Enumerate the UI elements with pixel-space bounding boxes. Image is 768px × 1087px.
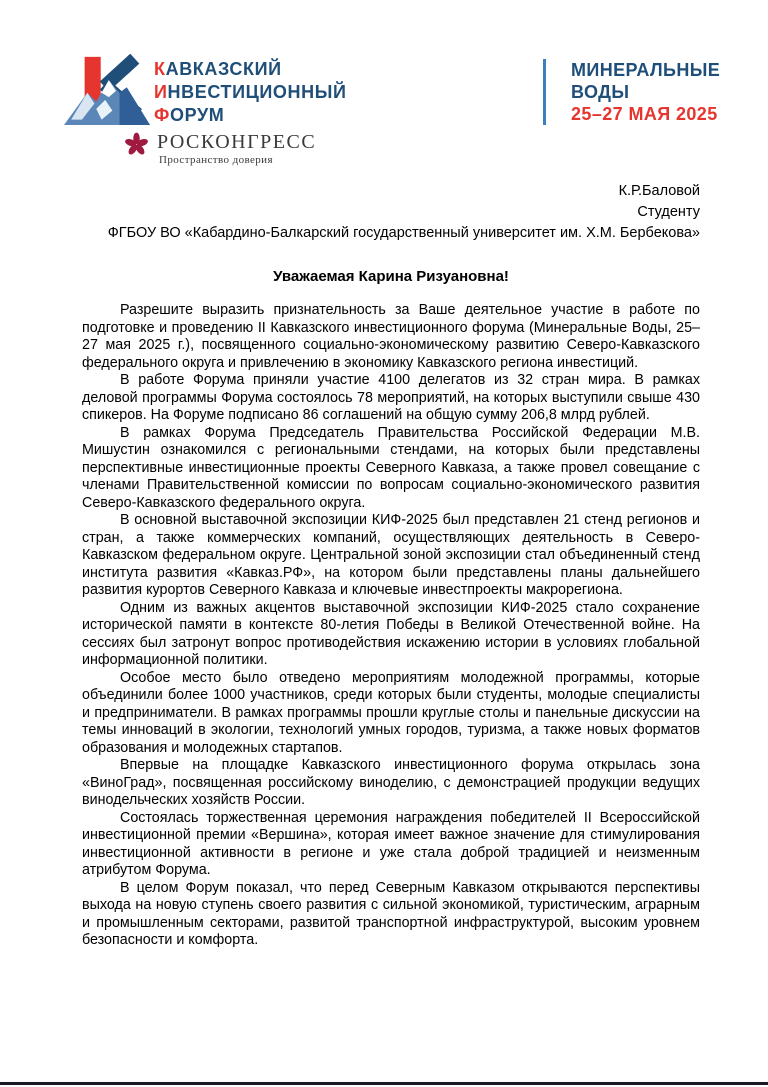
roscongress-pinwheel-icon (124, 132, 149, 157)
paragraph-8: Состоялась торжественная церемония награждения победителей II Всероссийской инвестиционной премии «Вершина», которая имеет важное значение для стимулирования инвестиционной активности в регионе и уже стала доброй традицией и неизменным атрибутом Форума. (82, 809, 700, 878)
kif-initial: И (154, 82, 168, 102)
kif-rest: ОРУМ (169, 105, 225, 125)
footer-rule (0, 1082, 768, 1085)
letter-body (82, 302, 700, 950)
paragraph-4: В основной выставочной экспозиции КИФ-2025 был представлен 21 стенд регионов и стран, а также коммерческих компаний, осуществляющих деятельность в Северо-Кавказском федеральном округе. Центральной зоной экспозиции стал объединенный стенд института развития «Кавказ.РФ», на котором были представлены планы дальнейшего развития курортов Северного Кавказа и ключевые инвестпроекты макрорегиона. (82, 512, 700, 598)
recipient-role: Студенту (637, 204, 700, 220)
paragraph-7: Впервые на площадке Кавказского инвестиционного форума открылась зона «ВиноГрад», посвященная российскому виноделию, с демонстрацией продукции ведущих винодельческих хозяйств России. (82, 757, 700, 808)
paragraph-3: В рамках Форума Председатель Правительства Российской Федерации М.В. Мишустин ознакомился с региональными стендами, на которых были представлены перспективные инвестиционные проекты Северного Кавказа, а также провел совещание с членами Правительственной комиссии по вопросам социально-экономического развития Северо-Кавказского федерального округа. (82, 424, 700, 511)
recipient-block (82, 181, 700, 244)
event-info (543, 59, 720, 125)
paragraph-2: В работе Форума приняли участие 4100 делегатов из 32 стран мира. В рамках деловой программы Форума состоялось 78 мероприятий, на которых выступили свыше 430 спикеров. На Форуме подписано 86 соглашений на общую сумму 206,8 млрд рублей. (82, 372, 700, 423)
kif-title-line-2 (154, 81, 346, 104)
paragraph-6: Особое место было отведено мероприятиям молодежной программы, которые объединили более 1000 участников, среди которых были студенты, молодые специалисты и предприниматели. В рамках программы прошли круглые столы и панельные дискуссии на темы инноваций в экологии, технологий умных городов, туризма, а также новых форматов образования и молодежных стартапов. (82, 669, 700, 756)
paragraph-9: В целом Форум показал, что перед Северным Кавказом открываются перспективы выхода на новую ступень своего развития с сильной экономикой, туристическим, аграрным и промышленным секторами, развитой транспортной инфраструктурой, высоким уровнем безопасности и комфорта. (82, 879, 700, 948)
letterhead (0, 0, 768, 170)
kif-title-line-3 (154, 104, 346, 127)
event-text (546, 59, 720, 125)
recipient-organization: ФГБОУ ВО «Кабардино-Балкарский государственный университет им. Х.М. Бербекова» (107, 225, 700, 241)
letter-content (0, 181, 768, 950)
kif-rest: НВЕСТИЦИОННЫЙ (167, 82, 347, 102)
kif-initial: К (154, 59, 166, 79)
event-location-line-2: ВОДЫ (571, 82, 630, 102)
kif-forum-title (154, 58, 346, 127)
paragraph-1: Разрешите выразить признательность за Ваше деятельное участие в работе по подготовке и проведению II Кавказского инвестиционного форума (Минеральные Воды, 25–27 мая 2025 г.), посвященного социально-экономическому развитию Северо-Кавказского федерального округа и привлечению в экономику Кавказского региона инвестиций. (82, 302, 700, 371)
recipient-name: К.Р.Баловой (618, 183, 700, 199)
paragraph-5: Одним из важных акцентов выставочной экспозиции КИФ-2025 стало сохранение исторической памяти в контексте 80-летия Победы в Великой Отечественной войне. На сессиях был затронут вопрос противодействия искажению истории в условиях глобальной информационной политики. (82, 599, 700, 668)
event-dates: 25–27 МАЯ 2025 (571, 104, 718, 124)
salutation: Уважаемая Карина Ризуановна! (273, 268, 509, 285)
kif-initial: Ф (154, 105, 170, 125)
kif-title-line-1 (154, 58, 346, 81)
roscongress-text (157, 131, 316, 167)
roscongress-name: РОСКОНГРЕСС (157, 131, 317, 153)
roscongress-logo (124, 131, 768, 167)
event-location-line-1: МИНЕРАЛЬНЫЕ (571, 60, 721, 80)
roscongress-tagline: Пространство доверия (159, 154, 273, 166)
kif-letter-mountain-icon (64, 54, 150, 126)
kif-rest: АВКАЗСКИЙ (165, 59, 282, 79)
